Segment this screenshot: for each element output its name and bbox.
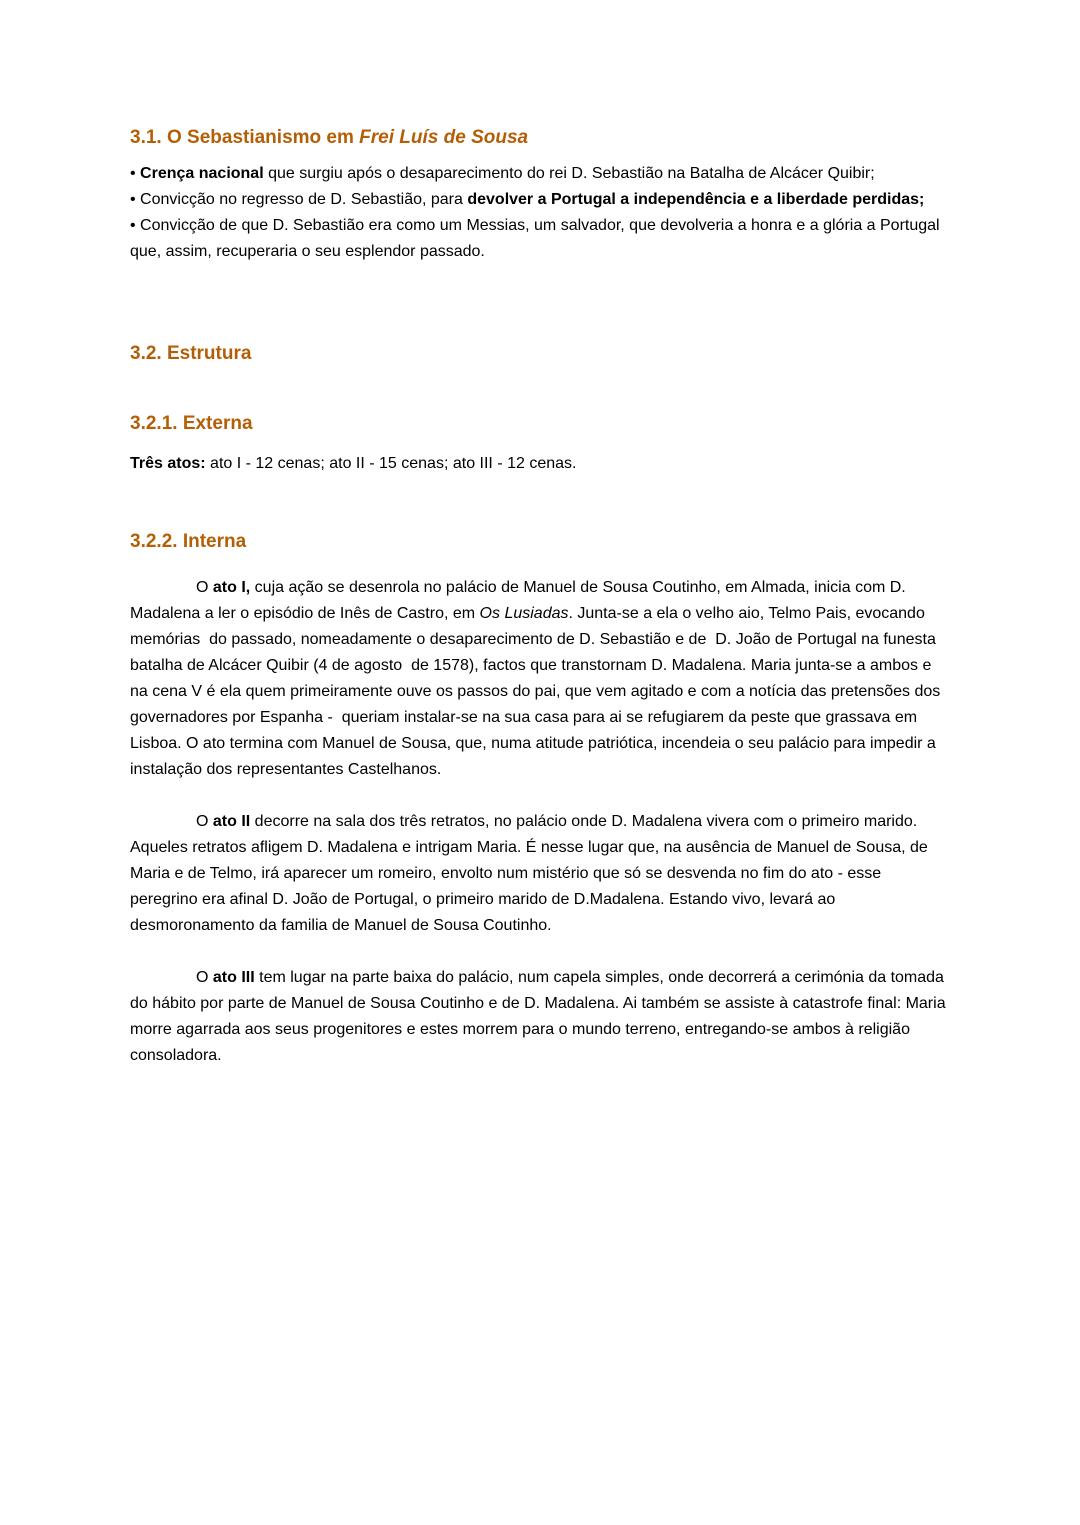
paragraph-ato-1: O ato I, cuja ação se desenrola no palácio de Manuel de Sousa Coutinho, em Almada, inicia com D. Madalena a ler o episódio de Inês de Castro, em Os Lusiadas. Junta-se a ela o velho aio, Telmo Pais, evocando memórias do passado, nomeadamente o desaparecimento de D. Sebastião e de D. João de Portugal na funesta batalha de Alcácer Quibir (4 de agosto de 1578), factos que transtornam D. Madalena. Maria junta-se a ambos e na cena V é ela quem primeiramente ouve os passos do pai, que vem agitado e com a notícia das pretensões dos governadores por Espanha - queriam instalar-se na sua casa para ai se refugiarem da peste que grassava em Lisboa. O ato termina com Manuel de Sousa, que, numa atitude patriótica, incendeia o seu palácio para impedir a instalação dos representantes Castelhanos.: [130, 579, 945, 778]
section-3-1-heading: 3.1. O Sebastianismo em Frei Luís de Sousa: [130, 127, 529, 148]
tres-atos-line: Três atos: ato I - 12 cenas; ato II - 15 cenas; ato III - 12 cenas.: [130, 455, 577, 472]
bullet-item: • Convicção de que D. Sebastião era como um Messias, um salvador, que devolveria a honra e a glória a Portugal que, assim, recuperaria o seu esplendor passado.: [130, 217, 945, 260]
paragraph-ato-3: O ato III tem lugar na parte baixa do palácio, num capela simples, onde decorrerá a cerimónia da tomada do hábito por parte de Manuel de Sousa Coutinho e de D. Madalena. Ai também se assiste à catastrofe final: Maria morre agarrada aos seus progenitores e estes morrem para o mundo terreno, entregando-se ambos à religião consoladora.: [130, 969, 951, 1064]
section-3-2-heading: 3.2. Estrutura: [130, 343, 252, 364]
paragraph-ato-2: O ato II decorre na sala dos três retratos, no palácio onde D. Madalena vivera com o primeiro marido. Aqueles retratos afligem D. Madalena e intrigam Maria. É nesse lugar que, na ausência de Manuel de Sousa, de Maria e de Telmo, irá aparecer um romeiro, envolto num mistério que só se desvenda no fim do ato - esse peregrino era afinal D. João de Portugal, o primeiro marido de D.Madalena. Estando vivo, levará ao desmoronamento da familia de Manuel de Sousa Coutinho.: [130, 813, 933, 934]
section-3-2-1-heading: 3.2.1. Externa: [130, 413, 253, 434]
bullet-item: • Crença nacional que surgiu após o desaparecimento do rei D. Sebastião na Batalha de Alcácer Quibir;: [130, 165, 875, 182]
bullet-item: • Convicção no regresso de D. Sebastião, para devolver a Portugal a independência e a liberdade perdidas;: [130, 191, 925, 208]
section-3-2-2-heading: 3.2.2. Interna: [130, 531, 247, 552]
sebastianismo-bullet-list: [130, 161, 950, 265]
